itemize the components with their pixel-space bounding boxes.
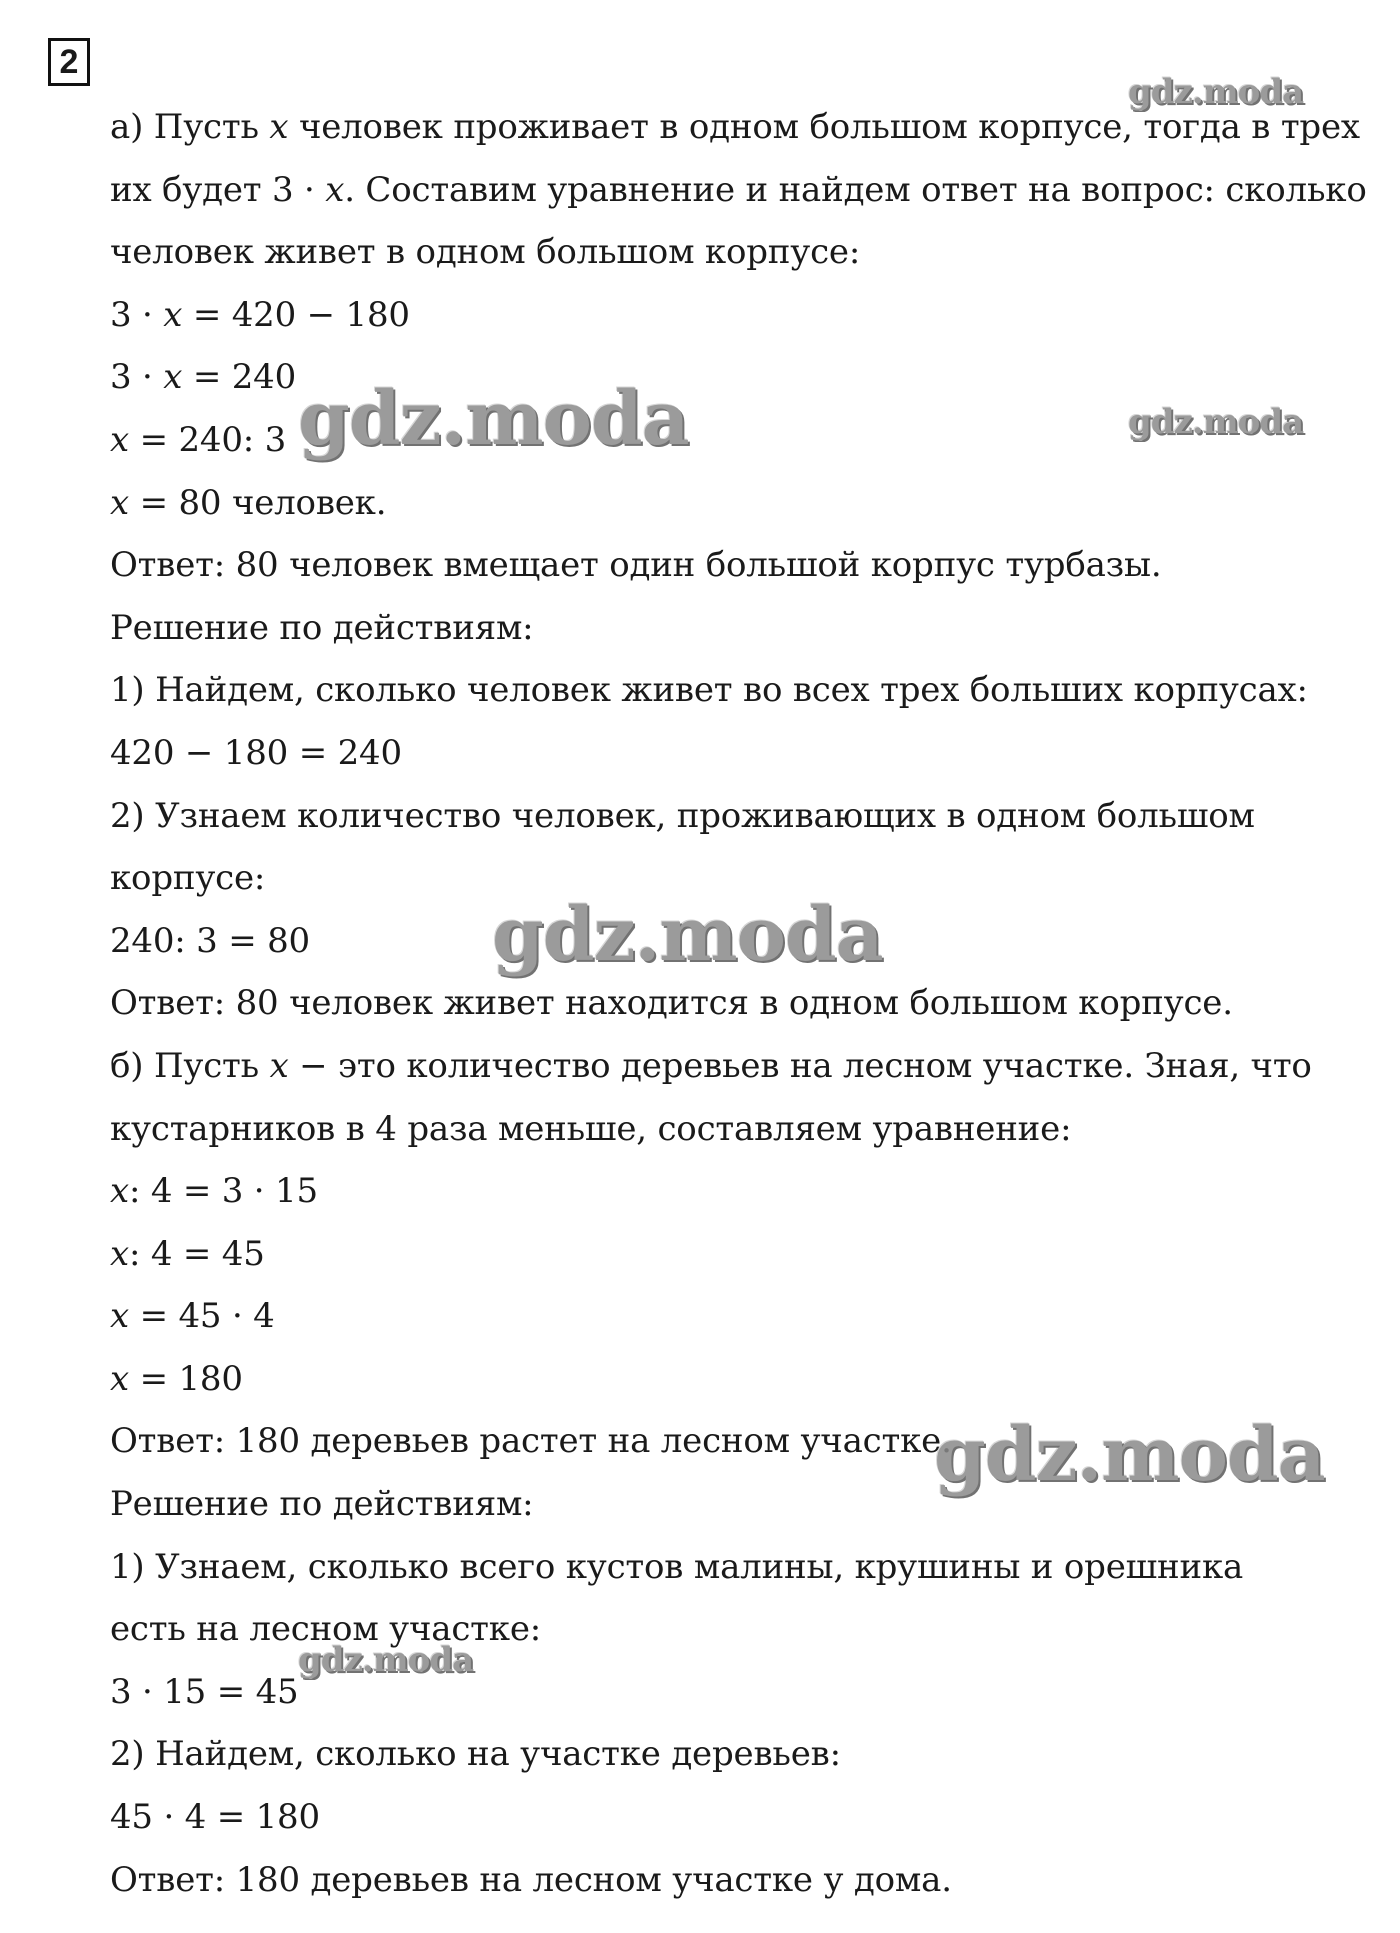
section-heading: Решение по действиям: [110, 1484, 534, 1525]
answer-line: Ответ: 180 деревьев растет на лесном участке. [110, 1421, 952, 1462]
equation-line: 𝑥: 4 = 3 · 15 [110, 1171, 318, 1212]
step-line: есть на лесном участке: [110, 1609, 542, 1650]
watermark: gdz.moda [298, 376, 689, 462]
step-line: 1) Найдем, сколько человек живет во всех трех больших корпусах: [110, 670, 1308, 711]
equation-line: 𝑥 = 180 [110, 1358, 243, 1399]
text-line: их будет 3 · 𝑥. Составим уравнение и найдем ответ на вопрос: сколько [110, 169, 1367, 210]
equation-line: 3 · 𝑥 = 240 [110, 357, 297, 398]
answer-line: Ответ: 80 человек живет находится в одном большом корпусе. [110, 983, 1233, 1024]
watermark: gdz.moda [1128, 402, 1304, 442]
step-line: 2) Найдем, сколько на участке деревьев: [110, 1734, 841, 1775]
equation-line: 240: 3 = 80 [110, 920, 310, 961]
watermark: gdz.moda [492, 892, 883, 978]
equation-line: 3 · 15 = 45 [110, 1671, 299, 1712]
equation-line: 45 · 4 = 180 [110, 1797, 320, 1838]
solution-text [110, 96, 1367, 1911]
step-line: 2) Узнаем количество человек, проживающих в одном большом [110, 795, 1255, 836]
equation-line: 3 · 𝑥 = 420 − 180 [110, 294, 410, 335]
equation-line: 𝑥: 4 = 45 [110, 1233, 265, 1274]
watermark: gdz.moda [1128, 72, 1304, 112]
answer-line: Ответ: 180 деревьев на лесном участке у дома. [110, 1859, 952, 1900]
text-line: б) Пусть 𝑥 − это количество деревьев на лесном участке. Зная, что [110, 1045, 1312, 1086]
equation-line: 𝑥 = 240: 3 [110, 419, 287, 460]
answer-line: Ответ: 80 человек вмещает один большой корпус турбазы. [110, 545, 1162, 586]
text-line: кустарников в 4 раза меньше, составляем уравнение: [110, 1108, 1072, 1149]
text-line: человек живет в одном большом корпусе: [110, 232, 861, 273]
equation-line: 𝑥 = 45 · 4 [110, 1296, 275, 1337]
step-line: 1) Узнаем, сколько всего кустов малины, крушины и орешника [110, 1546, 1244, 1587]
equation-line: 𝑥 = 80 человек. [110, 482, 387, 523]
section-heading: Решение по действиям: [110, 607, 534, 648]
equation-line: 420 − 180 = 240 [110, 732, 402, 773]
watermark: gdz.moda [298, 1640, 474, 1680]
text-line: а) Пусть 𝑥 человек проживает в одном большом корпусе, тогда в трех [110, 107, 1360, 147]
watermark: gdz.moda [934, 1412, 1325, 1498]
task-number-box: 2 [48, 38, 90, 86]
step-line: корпусе: [110, 858, 266, 899]
